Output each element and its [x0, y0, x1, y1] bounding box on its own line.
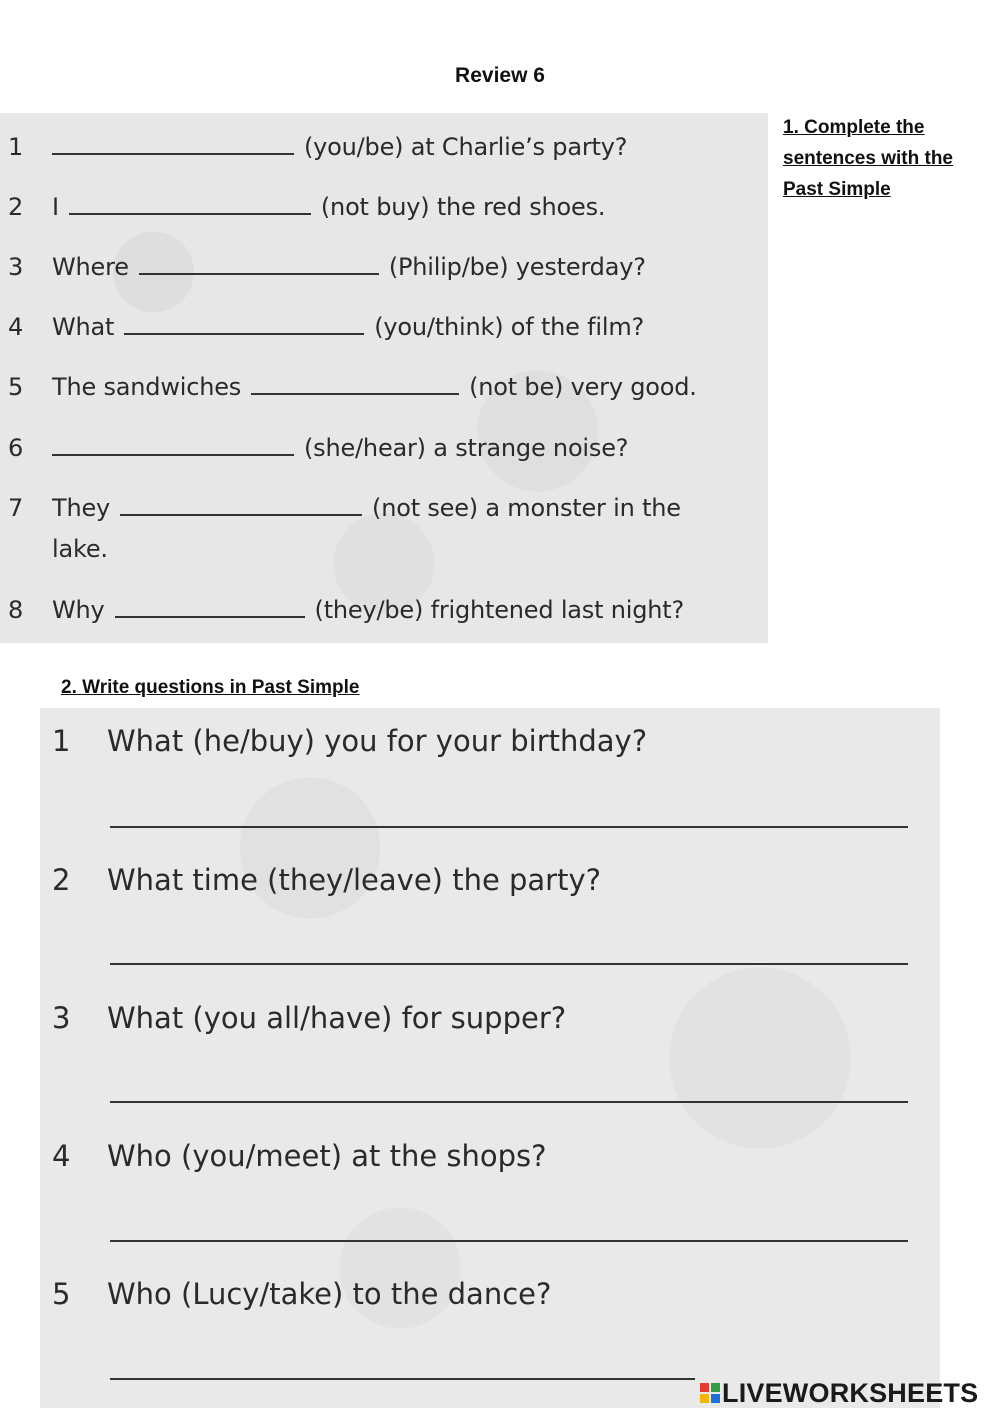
ex2-text: What (you all/have) for supper? [107, 1001, 567, 1035]
exercise1-instruction: 1. Complete the sentences with the Past Simple [783, 117, 953, 200]
ex1-lead: What [52, 313, 115, 341]
ex1-sentence-8 [8, 596, 684, 624]
ex2-text: What (he/buy) you for your birthday? [107, 724, 648, 758]
answer-blank[interactable] [124, 313, 364, 335]
answer-blank[interactable] [52, 434, 294, 456]
exercise2-instruction: 2. Write questions in Past Simple [61, 677, 360, 698]
ex1-number: 5 [8, 373, 24, 401]
answer-line-2[interactable] [110, 963, 908, 965]
logo-square-yellow [700, 1394, 709, 1403]
answer-line-4[interactable] [110, 1240, 908, 1242]
logo-square-red [700, 1383, 709, 1392]
answer-blank[interactable] [120, 494, 362, 516]
liveworksheets-logo [700, 1376, 978, 1410]
answer-blank[interactable] [251, 373, 459, 395]
ex2-question-3 [52, 1001, 566, 1035]
ex2-text: Who (Lucy/take) to the dance? [107, 1277, 552, 1311]
ex1-number: 6 [8, 434, 24, 462]
page-title: Review 6 [455, 64, 545, 87]
ex1-lead: I [52, 193, 59, 221]
ex1-number: 4 [8, 313, 24, 341]
ex2-question-4 [52, 1139, 547, 1173]
ex1-sentence-2 [8, 193, 605, 221]
ex1-sentence-1 [8, 133, 627, 161]
ex1-sentence-7-cont: lake. [52, 535, 108, 563]
ex1-number: 1 [8, 133, 24, 161]
ex2-number: 3 [52, 1001, 71, 1035]
ex2-text: What time (they/leave) the party? [107, 863, 602, 897]
ex1-prompt: (you/think) of the film? [374, 313, 645, 341]
logo-square-green [711, 1383, 720, 1392]
ex1-sentence-7 [8, 494, 681, 522]
answer-blank[interactable] [52, 133, 294, 155]
ex1-lead: The sandwiches [52, 373, 242, 401]
ex1-lead: Where [52, 253, 129, 281]
ex1-prompt: (you/be) at Charlie’s party? [304, 133, 628, 161]
ex1-number: 7 [8, 494, 24, 522]
ex2-number: 2 [52, 863, 71, 897]
ex1-prompt: (she/hear) a strange noise? [304, 434, 629, 462]
ex1-lead: They [52, 494, 111, 522]
ex1-prompt: (they/be) frightened last night? [314, 596, 685, 624]
ex1-number: 2 [8, 193, 24, 221]
answer-line-1[interactable] [110, 826, 908, 828]
answer-line-3[interactable] [110, 1101, 908, 1103]
answer-blank[interactable] [69, 193, 311, 215]
ex2-number: 5 [52, 1277, 71, 1311]
ex1-prompt: (not buy) the red shoes. [320, 193, 606, 221]
answer-line-5[interactable] [110, 1378, 695, 1380]
ex2-question-2 [52, 863, 601, 897]
ex1-sentence-4 [8, 313, 644, 341]
ex2-number: 1 [52, 724, 71, 758]
ex2-number: 4 [52, 1139, 71, 1173]
ex1-lead: Why [52, 596, 105, 624]
ex1-number: 8 [8, 596, 24, 624]
answer-blank[interactable] [115, 596, 305, 618]
logo-square-blue [711, 1394, 720, 1403]
logo-text: LIVEWORKSHEETS [722, 1377, 979, 1408]
ex1-number: 3 [8, 253, 24, 281]
ex1-prompt: (not see) a monster in the [372, 494, 681, 522]
ex1-sentence-6 [8, 434, 628, 462]
ex1-sentence-3 [8, 253, 646, 281]
ex2-text: Who (you/meet) at the shops? [107, 1139, 547, 1173]
ex1-prompt: (Philip/be) yesterday? [388, 253, 646, 281]
logo-squares-icon [700, 1383, 720, 1403]
ex2-question-1 [52, 724, 647, 758]
answer-blank[interactable] [139, 253, 379, 275]
ex1-prompt: (not be) very good. [469, 373, 697, 401]
ex2-question-5 [52, 1277, 551, 1311]
ex1-sentence-5 [8, 373, 697, 401]
